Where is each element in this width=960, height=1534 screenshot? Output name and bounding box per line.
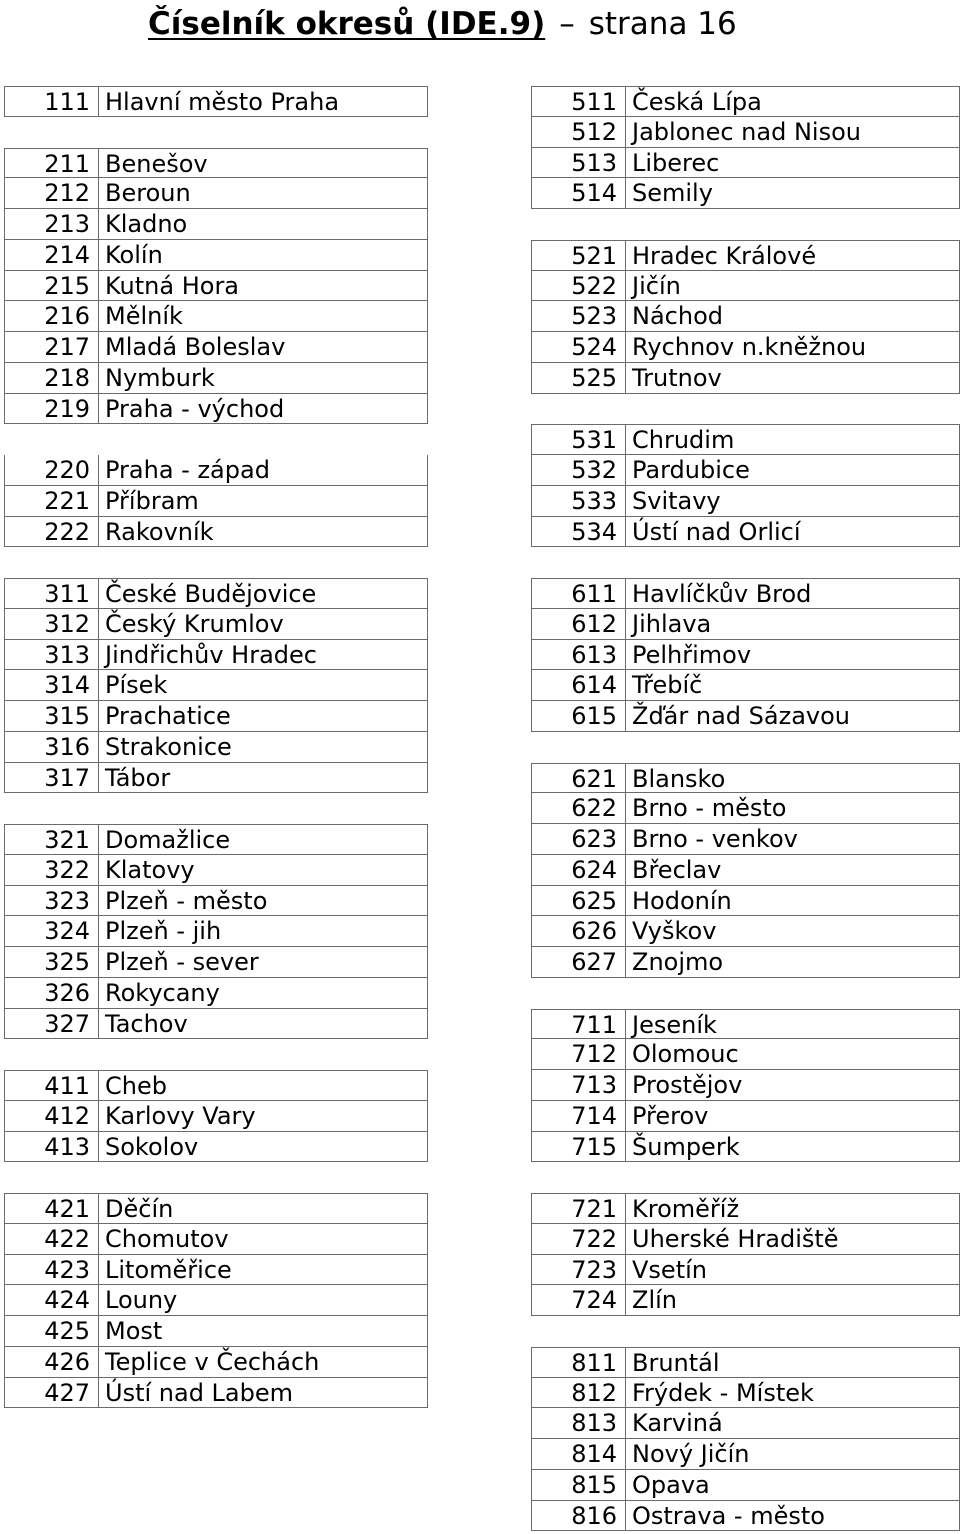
district-name: Olomouc: [632, 1040, 739, 1069]
district-name: Znojmo: [632, 948, 724, 976]
table-row: [531, 1070, 960, 1101]
district-code: 532: [532, 455, 626, 485]
district-name: Plzeň - sever: [105, 948, 259, 976]
district-name: Třebíč: [632, 671, 703, 700]
district-name: Praha - západ: [105, 456, 270, 484]
table-row: [4, 240, 428, 271]
district-name: Liberec: [632, 148, 720, 177]
district-name: Prachatice: [105, 702, 231, 730]
district-name: Teplice v Čechách: [105, 1347, 320, 1376]
page-number: strana 16: [588, 6, 737, 42]
district-code: 323: [5, 886, 99, 916]
district-code: 615: [532, 701, 626, 731]
district-name: Litoměřice: [105, 1255, 232, 1284]
table-row: [4, 640, 428, 671]
page-title: [148, 2, 737, 46]
table-row: [4, 1193, 428, 1224]
district-name: Mladá Boleslav: [105, 333, 286, 361]
district-name: Klatovy: [105, 855, 195, 884]
table-row: [531, 793, 960, 824]
district-code: 324: [5, 916, 99, 946]
table-gap: [4, 547, 428, 578]
table-row: [4, 947, 428, 978]
table-row: [531, 301, 960, 332]
district-name: Plzeň - jih: [105, 917, 222, 946]
district-code: 812: [532, 1378, 626, 1408]
district-code: 514: [532, 178, 626, 208]
district-code: 814: [532, 1439, 626, 1469]
table-gap: [4, 424, 428, 455]
table-row: [4, 1101, 428, 1132]
district-code: 424: [5, 1285, 99, 1315]
district-code: 611: [532, 579, 626, 608]
district-code: 623: [532, 824, 626, 854]
district-name: Náchod: [632, 302, 723, 331]
district-name: Šumperk: [632, 1132, 740, 1161]
table-row: [4, 855, 428, 886]
district-name: Sokolov: [105, 1132, 199, 1161]
table-row: [531, 763, 960, 794]
district-code: 412: [5, 1101, 99, 1131]
district-name: Domažlice: [105, 826, 231, 854]
table-row: [4, 763, 428, 794]
table-row: [4, 209, 428, 240]
district-name: Jihlava: [632, 609, 712, 638]
district-code: 216: [5, 301, 99, 331]
district-code: 425: [5, 1316, 99, 1346]
table-row: [531, 1101, 960, 1132]
table-row: [4, 670, 428, 701]
district-name: Jeseník: [632, 1010, 717, 1039]
district-code: 316: [5, 732, 99, 762]
table-row: [4, 824, 428, 855]
district-code: 411: [5, 1071, 99, 1100]
district-name: Frýdek - Místek: [632, 1378, 814, 1407]
district-code: 721: [532, 1194, 626, 1223]
district-code: 213: [5, 209, 99, 239]
district-code: 326: [5, 978, 99, 1008]
table-row: [531, 1501, 960, 1532]
district-name: Brno - město: [632, 794, 787, 823]
district-code: 215: [5, 271, 99, 301]
district-name: Mělník: [105, 302, 183, 331]
table-row: [531, 947, 960, 978]
district-code: 524: [532, 332, 626, 362]
district-name: Jindřichův Hradec: [105, 640, 317, 669]
district-code: 722: [532, 1224, 626, 1254]
district-name: Vsetín: [632, 1255, 707, 1284]
district-code: 427: [5, 1378, 99, 1408]
district-code: 624: [532, 855, 626, 885]
district-name: Hlavní město Praha: [105, 88, 340, 116]
district-code: 525: [532, 363, 626, 393]
table-row: [531, 1224, 960, 1255]
district-name: Plzeň - město: [105, 886, 268, 915]
district-code: 711: [532, 1010, 626, 1039]
district-name: Příbram: [105, 486, 199, 515]
district-name: Havlíčkův Brod: [632, 580, 812, 608]
district-name: Rakovník: [105, 517, 214, 546]
table-row: [4, 1285, 428, 1316]
district-code: 513: [532, 148, 626, 178]
district-code: 212: [5, 178, 99, 208]
district-code: 815: [532, 1470, 626, 1500]
table-row: [531, 1255, 960, 1286]
table-row: [531, 1132, 960, 1163]
district-code: 713: [532, 1070, 626, 1100]
table-gap: [531, 209, 960, 240]
district-name: Kroměříž: [632, 1195, 740, 1223]
district-name: Chrudim: [632, 426, 735, 455]
table-row: [4, 1378, 428, 1409]
table-gap: [4, 1162, 428, 1193]
table-row: [531, 1009, 960, 1040]
district-name: Nový Jičín: [632, 1440, 750, 1468]
district-name: Kutná Hora: [105, 271, 240, 300]
table-row: [4, 1070, 428, 1101]
district-name: Nymburk: [105, 363, 215, 392]
district-name: Kladno: [105, 210, 188, 238]
table-row: [531, 916, 960, 947]
district-code: 315: [5, 701, 99, 731]
district-code: 531: [532, 425, 626, 454]
district-name: Uherské Hradiště: [632, 1224, 839, 1253]
district-name: Hradec Králové: [632, 241, 817, 270]
table-row: [531, 86, 960, 117]
district-code: 712: [532, 1039, 626, 1069]
district-name: Beroun: [105, 179, 191, 208]
table-row: [4, 517, 428, 548]
district-code: 816: [532, 1501, 626, 1531]
table-row: [531, 701, 960, 732]
district-code: 715: [532, 1132, 626, 1162]
district-name: Benešov: [105, 149, 208, 178]
district-name: Prostějov: [632, 1071, 743, 1099]
district-name: Strakonice: [105, 732, 232, 761]
district-code: 811: [532, 1348, 626, 1377]
table-row: [531, 332, 960, 363]
district-name: Trutnov: [632, 363, 722, 392]
table-row: [4, 178, 428, 209]
table-row: [4, 1224, 428, 1255]
table-row: [531, 363, 960, 394]
district-code: 322: [5, 855, 99, 885]
district-name: Semily: [632, 179, 713, 208]
district-name: Pelhřimov: [632, 640, 752, 669]
table-row: [531, 1470, 960, 1501]
district-code: 311: [5, 579, 99, 608]
table-row: [4, 394, 428, 425]
district-code: 613: [532, 640, 626, 670]
table-row: [4, 148, 428, 179]
district-code: 313: [5, 640, 99, 670]
district-table-left: [4, 86, 428, 1408]
table-row: [4, 609, 428, 640]
table-row: [4, 86, 428, 117]
district-name: Opava: [632, 1470, 710, 1499]
table-row: [531, 1193, 960, 1224]
table-row: [531, 578, 960, 609]
district-name: Chomutov: [105, 1224, 229, 1253]
table-gap: [531, 394, 960, 425]
district-name: Rychnov n.kněžnou: [632, 333, 867, 361]
table-gap: [531, 732, 960, 763]
table-gap: [4, 117, 428, 148]
table-row: [4, 271, 428, 302]
table-row: [531, 455, 960, 486]
table-row: [531, 517, 960, 548]
table-row: [4, 732, 428, 763]
district-code: 621: [532, 764, 626, 793]
district-code: 220: [5, 455, 99, 485]
district-code: 426: [5, 1347, 99, 1377]
table-gap: [531, 978, 960, 1009]
table-row: [531, 424, 960, 455]
district-name: Český Krumlov: [105, 609, 284, 638]
district-code: 714: [532, 1101, 626, 1131]
table-row: [531, 1285, 960, 1316]
district-name: Karviná: [632, 1409, 723, 1438]
table-gap: [531, 1162, 960, 1193]
table-row: [531, 117, 960, 148]
district-code: 317: [5, 763, 99, 793]
district-code: 325: [5, 947, 99, 977]
district-name: Blansko: [632, 764, 726, 793]
table-row: [531, 1039, 960, 1070]
district-name: Hodonín: [632, 886, 732, 915]
table-row: [531, 1408, 960, 1439]
district-name: Žďár nad Sázavou: [632, 702, 851, 730]
table-row: [4, 301, 428, 332]
table-gap: [531, 1316, 960, 1347]
district-code: 511: [532, 87, 626, 116]
district-code: 413: [5, 1132, 99, 1162]
district-code: 321: [5, 825, 99, 854]
district-code: 111: [5, 87, 99, 116]
district-code: 422: [5, 1224, 99, 1254]
district-code: 534: [532, 517, 626, 547]
district-code: 521: [532, 241, 626, 270]
district-name: Louny: [105, 1286, 178, 1315]
district-code: 622: [532, 793, 626, 823]
district-code: 314: [5, 670, 99, 700]
district-name: Přerov: [632, 1101, 709, 1130]
district-name: Děčín: [105, 1195, 174, 1223]
table-row: [4, 1255, 428, 1286]
district-code: 222: [5, 517, 99, 547]
district-code: 523: [532, 301, 626, 331]
district-name: Brno - venkov: [632, 825, 798, 853]
district-name: České Budějovice: [105, 580, 317, 608]
district-code: 221: [5, 486, 99, 516]
district-name: Písek: [105, 671, 168, 700]
document-title: Číselník okresů (IDE.9): [148, 6, 546, 42]
district-code: 327: [5, 1009, 99, 1039]
district-code: 522: [532, 271, 626, 301]
district-code: 625: [532, 886, 626, 916]
district-name: Rokycany: [105, 978, 220, 1007]
district-code: 217: [5, 332, 99, 362]
district-name: Tábor: [105, 763, 171, 792]
table-row: [531, 178, 960, 209]
district-code: 214: [5, 240, 99, 270]
table-row: [531, 855, 960, 886]
district-name: Ostrava - město: [632, 1501, 825, 1530]
table-row: [531, 609, 960, 640]
table-row: [4, 1132, 428, 1163]
district-code: 612: [532, 609, 626, 639]
district-name: Ústí nad Labem: [105, 1378, 294, 1407]
district-name: Karlovy Vary: [105, 1101, 256, 1130]
district-name: Česká Lípa: [632, 88, 762, 116]
district-code: 813: [532, 1408, 626, 1438]
district-code: 614: [532, 670, 626, 700]
table-row: [531, 148, 960, 179]
district-code: 219: [5, 394, 99, 424]
table-row: [531, 670, 960, 701]
district-name: Most: [105, 1317, 163, 1345]
table-gap: [4, 1039, 428, 1070]
district-name: Břeclav: [632, 855, 722, 884]
table-row: [4, 363, 428, 394]
district-name: Zlín: [632, 1286, 677, 1315]
table-row: [4, 332, 428, 363]
district-name: Jičín: [632, 271, 681, 300]
table-row: [4, 978, 428, 1009]
table-row: [4, 1316, 428, 1347]
district-code: 533: [532, 486, 626, 516]
district-name: Vyškov: [632, 917, 717, 946]
table-row: [531, 1347, 960, 1378]
district-name: Svitavy: [632, 486, 721, 515]
table-row: [531, 271, 960, 302]
district-code: 724: [532, 1285, 626, 1315]
table-row: [531, 886, 960, 917]
district-code: 512: [532, 117, 626, 147]
table-row: [4, 578, 428, 609]
table-row: [531, 1439, 960, 1470]
table-row: [4, 455, 428, 486]
table-row: [4, 486, 428, 517]
table-row: [4, 886, 428, 917]
table-row: [4, 701, 428, 732]
table-row: [531, 824, 960, 855]
district-name: Tachov: [105, 1009, 188, 1038]
district-code: 211: [5, 149, 99, 178]
district-code: 218: [5, 363, 99, 393]
district-code: 723: [532, 1255, 626, 1285]
district-code: 423: [5, 1255, 99, 1285]
district-code: 627: [532, 947, 626, 977]
district-table-right: [531, 86, 960, 1531]
table-row: [531, 240, 960, 271]
table-row: [531, 486, 960, 517]
district-name: Kolín: [105, 240, 163, 269]
district-name: Cheb: [105, 1072, 167, 1100]
table-gap: [4, 793, 428, 824]
table-row: [531, 1378, 960, 1409]
district-name: Bruntál: [632, 1348, 720, 1377]
district-name: Ústí nad Orlicí: [632, 517, 801, 546]
table-gap: [531, 547, 960, 578]
table-row: [4, 1347, 428, 1378]
table-row: [4, 916, 428, 947]
district-name: Pardubice: [632, 456, 750, 484]
table-row: [531, 640, 960, 671]
title-separator: –: [559, 6, 575, 42]
district-code: 421: [5, 1194, 99, 1223]
district-code: 312: [5, 609, 99, 639]
district-name: Praha - východ: [105, 394, 285, 423]
table-row: [4, 1009, 428, 1040]
district-name: Jablonec nad Nisou: [632, 117, 861, 146]
district-code: 626: [532, 916, 626, 946]
